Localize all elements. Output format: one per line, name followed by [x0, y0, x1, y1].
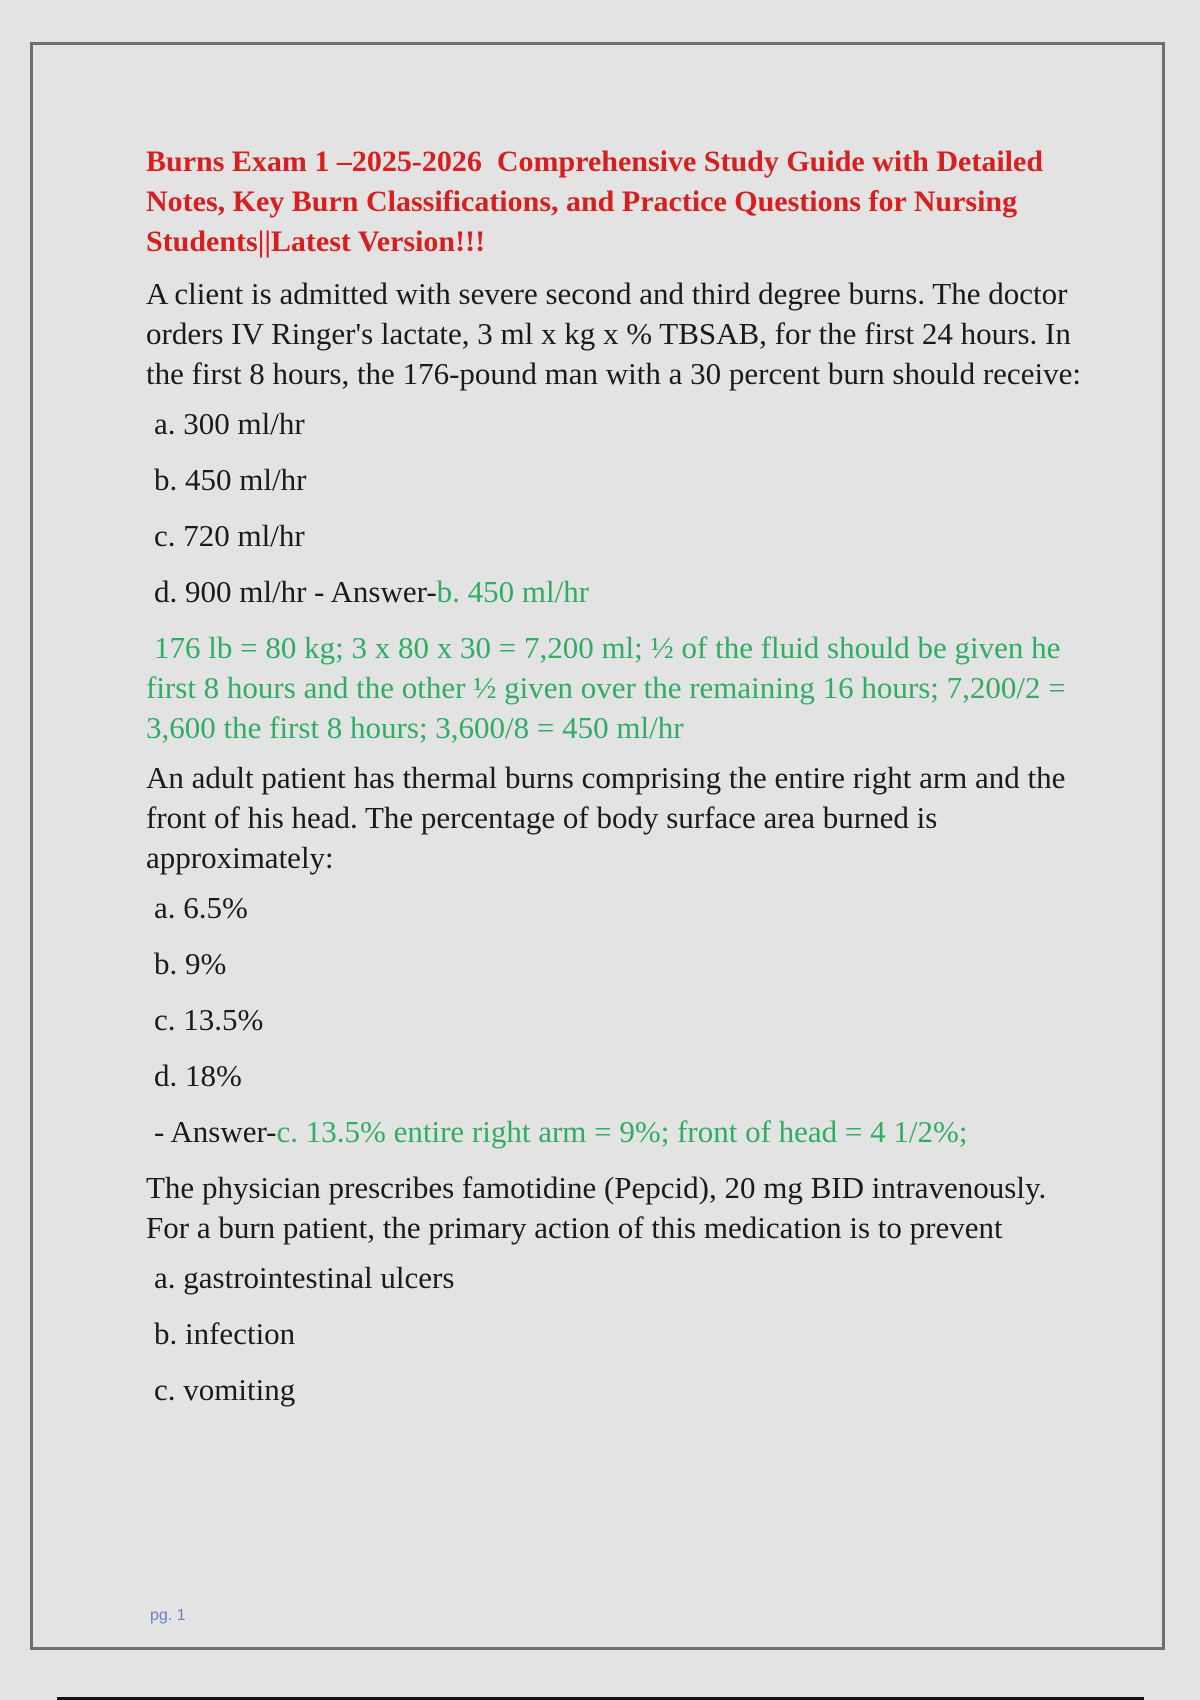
question-1-option-d — [154, 572, 1081, 612]
question-1-option-b: b. 450 ml/hr — [154, 462, 307, 497]
question-2-option-b: b. 9% — [154, 946, 227, 981]
document-content — [146, 142, 1081, 1426]
question-3-option-b: b. infection — [154, 1316, 296, 1351]
page-number: pg. 1 — [150, 1607, 186, 1624]
question-2-answer-label: - Answer- — [154, 1114, 277, 1149]
question-2-answer: c. 13.5% entire right arm = 9%; front of head = 4 1/2%; — [276, 1114, 968, 1149]
question-1-answer: b. 450 ml/hr — [436, 574, 590, 609]
question-2-option-d: d. 18% — [154, 1058, 242, 1093]
question-2-option-c: c. 13.5% — [154, 1002, 264, 1037]
question-1-option-c: c. 720 ml/hr — [154, 518, 305, 553]
question-1-option-a: a. 300 ml/hr — [154, 406, 305, 441]
document-title: Burns Exam 1 –2025-2026 Comprehensive Study Guide with Detailed Notes, Key Burn Classifications, and Practice Questions for Nursing Students||Latest Version!!! — [146, 145, 1051, 258]
question-2-answer-line — [154, 1112, 1081, 1152]
question-1-answer-label: d. 900 ml/hr - Answer- — [154, 574, 437, 609]
question-2-text: An adult patient has thermal burns comprising the entire right arm and the front of his head. The percentage of body surface area burned is approximately: — [146, 760, 1066, 875]
question-3-option-c: c. vomiting — [154, 1372, 296, 1407]
question-3-option-a: a. gastrointestinal ulcers — [154, 1260, 455, 1295]
question-1-explanation: 176 lb = 80 kg; 3 x 80 x 30 = 7,200 ml; ½ of the fluid should be given he first 8 hours and the other ½ given over the remaining 16 hours; 7,200/2 = 3,600 the first 8 hours; 3,600/8 = 450 ml/hr — [146, 630, 1066, 745]
question-1-text: A client is admitted with severe second and third degree burns. The doctor orders IV Ringer's lactate, 3 ml x kg x % TBSAB, for the first 24 hours. In the first 8 hours, the 176-pound man with a 30 percent burn should receive: — [146, 276, 1081, 391]
question-3-text: The physician prescribes famotidine (Pepcid), 20 mg BID intravenously. For a burn patient, the primary action of this medication is to prevent — [146, 1170, 1047, 1245]
question-2-option-a: a. 6.5% — [154, 890, 248, 925]
